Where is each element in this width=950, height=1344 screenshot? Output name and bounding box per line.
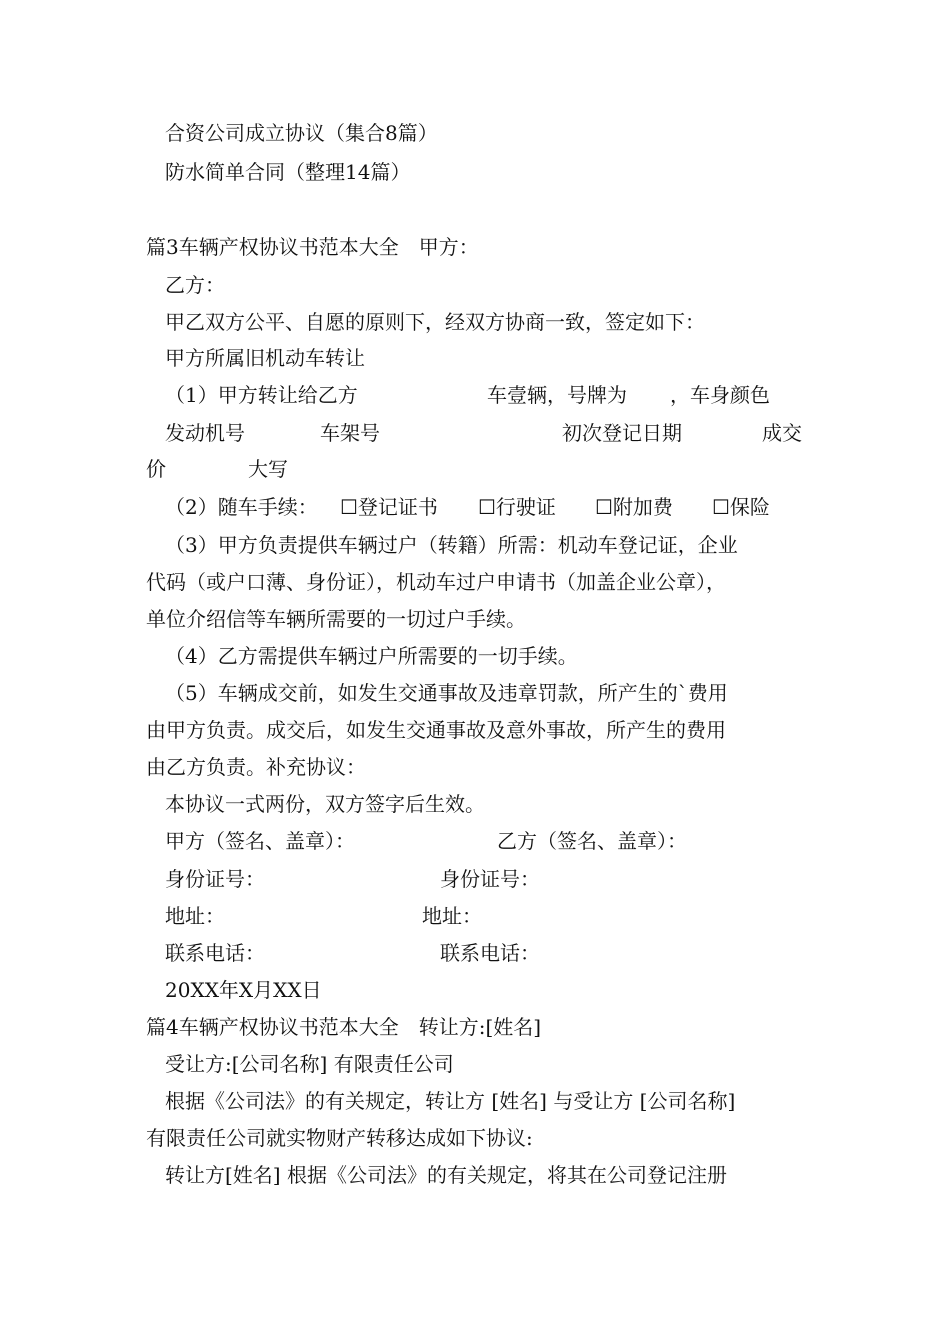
- party-a-address: 地址：: [165, 904, 225, 928]
- article4-para2: 转让方[姓名] 根据《公司法》的有关规定，将其在公司登记注册: [165, 1163, 727, 1187]
- checkbox-driving-license[interactable]: ☐行驶证: [478, 495, 556, 519]
- party-b-label: 乙方：: [165, 273, 225, 297]
- related-link-2[interactable]: 防水简单合同（整理14篇）: [165, 160, 411, 184]
- party-b-phone: 联系电话：: [440, 941, 540, 965]
- clause2-prefix: （2）随车手续：: [165, 495, 318, 519]
- article4-para1-line-1: 根据《公司法》的有关规定，转让方 [姓名] 与受让方 [公司名称]: [165, 1089, 736, 1113]
- checkbox-registration-cert[interactable]: ☐登记证书: [340, 495, 438, 519]
- clause3-line-2: 代码（或户口薄、身份证），机动车过户申请书（加盖企业公章），: [146, 570, 726, 594]
- first-registration-label: 初次登记日期: [562, 421, 682, 445]
- party-a-signature: 甲方（签名、盖章）：: [165, 829, 355, 853]
- party-b-id-number: 身份证号：: [440, 867, 540, 891]
- agreement-intro: 甲乙双方公平、自愿的原则下，经双方协商一致，签定如下：: [165, 310, 705, 334]
- party-a-id-number: 身份证号：: [165, 867, 265, 891]
- party-a-phone: 联系电话：: [165, 941, 265, 965]
- article3-title: 篇3车辆产权协议书范本大全 甲方：: [146, 235, 479, 259]
- party-b-address: 地址：: [422, 904, 482, 928]
- transfer-subject: 甲方所属旧机动车转让: [165, 346, 365, 370]
- clause5-line-1: （5）车辆成交前，如发生交通事故及违章罚款，所产生的`费用: [165, 681, 728, 705]
- clause5-line-2: 由甲方负责。成交后，如发生交通事故及意外事故，所产生的费用: [146, 718, 726, 742]
- article4-para1-line-2: 有限责任公司就实物财产转移达成如下协议:: [146, 1126, 533, 1150]
- deal-label: 成交: [762, 421, 802, 445]
- article4-title: 篇4车辆产权协议书范本大全 转让方:[姓名]: [146, 1015, 542, 1039]
- party-b-signature: 乙方（签名、盖章）：: [497, 829, 687, 853]
- related-link-1[interactable]: 合资公司成立协议（集合8篇）: [165, 121, 438, 145]
- checkbox-insurance[interactable]: ☐保险: [712, 495, 770, 519]
- checkbox-surcharge[interactable]: ☐附加费: [595, 495, 673, 519]
- agreement-date: 20XX年X月XX日: [165, 978, 322, 1002]
- clause5-line-3: 由乙方负责。补充协议：: [146, 755, 366, 779]
- transferee-line: 受让方:[公司名称] 有限责任公司: [165, 1052, 454, 1076]
- clause3-line-3: 单位介绍信等车辆所需要的一切过户手续。: [146, 607, 526, 631]
- clause3-line-1: （3）甲方负责提供车辆过户（转籍）所需：机动车登记证，企业: [165, 533, 738, 557]
- clause1-body-color: ，车身颜色: [670, 383, 770, 407]
- clause1-car-count: 车壹辆，号牌为: [487, 383, 627, 407]
- frame-number-label: 车架号: [320, 421, 380, 445]
- clause1-prefix: （1）甲方转让给乙方: [165, 383, 358, 407]
- price-caps-label: 大写: [248, 457, 288, 481]
- clause4: （4）乙方需提供车辆过户所需要的一切手续。: [165, 644, 578, 668]
- price-label: 价: [146, 457, 166, 481]
- effective-clause: 本协议一式两份，双方签字后生效。: [165, 792, 485, 816]
- engine-number-label: 发动机号: [165, 421, 245, 445]
